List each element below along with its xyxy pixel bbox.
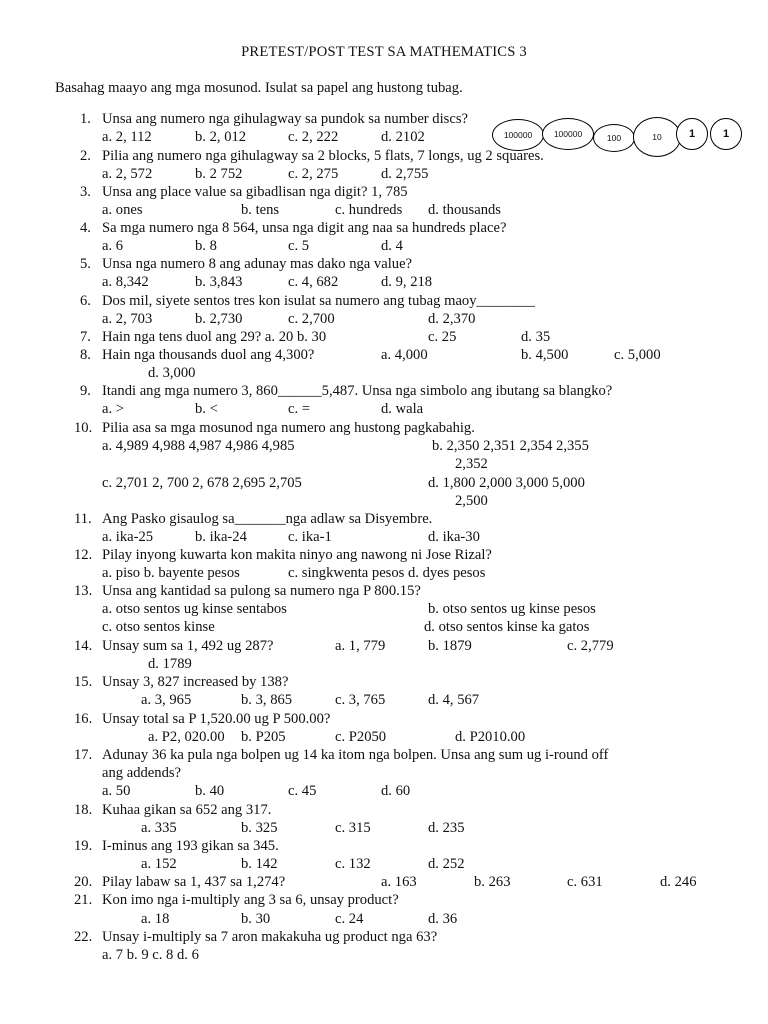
text-line: Ang Pasko gisaulog sa_______nga adlaw sa Disyembre. bbox=[102, 511, 433, 527]
text-line: d. ika-30 bbox=[428, 529, 480, 545]
text-line: d. 252 bbox=[428, 856, 465, 872]
text-line: a. 3, 965 bbox=[141, 692, 192, 708]
text-line: d. 246 bbox=[660, 874, 697, 890]
disc-100000-a: 100000 bbox=[492, 119, 544, 151]
text-line: a. 4,989 4,988 4,987 4,986 4,985 bbox=[102, 438, 295, 454]
text-line: a. ika-25 bbox=[102, 529, 154, 545]
text-line: Hain nga tens duol ang 29? a. 20 b. 30 bbox=[102, 329, 327, 345]
text-line: d. 4 bbox=[381, 238, 403, 254]
text-line: b. P205 bbox=[241, 729, 286, 745]
text-line: ang addends? bbox=[102, 765, 182, 781]
text-line: c. singkwenta pesos d. dyes pesos bbox=[288, 565, 486, 581]
text-line: Hain nga thousands duol ang 4,300? bbox=[102, 347, 315, 363]
text-line: b. tens bbox=[241, 202, 280, 218]
text-line: b. 30 bbox=[241, 911, 271, 927]
text-line: d. 4, 567 bbox=[428, 692, 480, 708]
text-line: 9. bbox=[80, 383, 91, 399]
text-line: Unsa ang numero nga gihulagway sa pundok sa number discs? bbox=[102, 111, 468, 127]
text-line: a. piso b. bayente pesos bbox=[102, 565, 240, 581]
text-line: b. otso sentos ug kinse pesos bbox=[428, 601, 596, 617]
text-line: b. < bbox=[195, 401, 218, 417]
text-line: 1. bbox=[80, 111, 91, 127]
text-line: b. 4,500 bbox=[521, 347, 569, 363]
text-line: d. 235 bbox=[428, 820, 465, 836]
text-line: c. 4, 682 bbox=[288, 274, 339, 290]
text-line: d. 1,800 2,000 3,000 5,000 bbox=[428, 475, 585, 491]
text-line: a. 50 bbox=[102, 783, 131, 799]
text-line: 10. bbox=[74, 420, 93, 436]
text-line: d. 2,370 bbox=[428, 311, 476, 327]
text-line: a. 6 bbox=[102, 238, 124, 254]
text-line: d. 35 bbox=[521, 329, 551, 345]
text-line: c. 45 bbox=[288, 783, 317, 799]
text-line: c. 2,779 bbox=[567, 638, 614, 654]
text-line: Pilay inyong kuwarta kon makita ninyo ang nawong ni Jose Rizal? bbox=[102, 547, 492, 563]
text-line: d. otso sentos kinse ka gatos bbox=[424, 619, 590, 635]
text-line: b. 2 752 bbox=[195, 166, 243, 182]
text-line: a. 163 bbox=[381, 874, 417, 890]
text-line: Kon imo nga i-multiply ang 3 sa 6, unsay product? bbox=[102, 892, 399, 908]
text-line: 19. bbox=[74, 838, 93, 854]
text-line: d. thousands bbox=[428, 202, 501, 218]
text-line: 11. bbox=[74, 511, 92, 527]
text-line: c. 25 bbox=[428, 329, 457, 345]
text-line: 5. bbox=[80, 256, 91, 272]
text-line: d. 3,000 bbox=[148, 365, 196, 381]
text-line: a. 335 bbox=[141, 820, 177, 836]
text-line: Unsay i-multiply sa 7 aron makakuha ug product nga 63? bbox=[102, 929, 438, 945]
text-line: a. 18 bbox=[141, 911, 170, 927]
text-line: c. 132 bbox=[335, 856, 371, 872]
disc-1-a: 1 bbox=[676, 118, 708, 150]
text-line: b. 2,730 bbox=[195, 311, 243, 327]
text-line: Unsa ang place value sa gibadlisan nga digit? 1, 785 bbox=[102, 184, 408, 200]
page-title: PRETEST/POST TEST SA MATHEMATICS 3 bbox=[241, 44, 527, 60]
text-line: a. 4,000 bbox=[381, 347, 428, 363]
text-line: b. 2, 012 bbox=[195, 129, 247, 145]
text-line: Kuhaa gikan sa 652 ang 317. bbox=[102, 802, 272, 818]
text-line: b. ika-24 bbox=[195, 529, 247, 545]
text-line: 15. bbox=[74, 674, 93, 690]
text-line: d. 2102 bbox=[381, 129, 425, 145]
text-line: c. 3, 765 bbox=[335, 692, 386, 708]
text-line: c. 24 bbox=[335, 911, 364, 927]
text-line: b. 2,350 2,351 2,354 2,355 bbox=[432, 438, 589, 454]
text-line: b. 8 bbox=[195, 238, 217, 254]
text-line: c. 5,000 bbox=[614, 347, 661, 363]
text-line: c. 2, 222 bbox=[288, 129, 339, 145]
text-line: a. 2, 112 bbox=[102, 129, 152, 145]
text-line: d. 1789 bbox=[148, 656, 192, 672]
text-line: 2,500 bbox=[455, 493, 488, 509]
text-line: 13. bbox=[74, 583, 93, 599]
text-line: Unsa nga numero 8 ang adunay mas dako nga value? bbox=[102, 256, 413, 272]
text-line: 17. bbox=[74, 747, 93, 763]
text-line: c. 2,700 bbox=[288, 311, 335, 327]
text-line: b. 325 bbox=[241, 820, 278, 836]
disc-100: 100 bbox=[593, 124, 635, 152]
text-line: Dos mil, siyete sentos tres kon isulat sa numero ang tubag maoy________ bbox=[102, 293, 535, 309]
text-line: b. 3,843 bbox=[195, 274, 243, 290]
text-line: b. 3, 865 bbox=[241, 692, 293, 708]
instructions: Basahag maayo ang mga mosunod. Isulat sa papel ang hustong tubag. bbox=[55, 80, 463, 96]
text-line: Pilay labaw sa 1, 437 sa 1,274? bbox=[102, 874, 286, 890]
text-line: d. 60 bbox=[381, 783, 411, 799]
text-line: c. P2050 bbox=[335, 729, 387, 745]
text-line: c. = bbox=[288, 401, 311, 417]
text-line: c. hundreds bbox=[335, 202, 403, 218]
text-line: Unsay total sa P 1,520.00 ug P 500.00? bbox=[102, 711, 331, 727]
text-line: 7. bbox=[80, 329, 91, 345]
text-line: 22. bbox=[74, 929, 93, 945]
text-line: a. 2, 572 bbox=[102, 166, 153, 182]
disc-10: 10 bbox=[633, 117, 681, 157]
text-line: a. otso sentos ug kinse sentabos bbox=[102, 601, 287, 617]
text-line: Itandi ang mga numero 3, 860______5,487. Unsa nga simbolo ang ibutang sa blangko? bbox=[102, 383, 613, 399]
text-line: c. 631 bbox=[567, 874, 603, 890]
text-line: c. otso sentos kinse bbox=[102, 619, 215, 635]
text-line: Sa mga numero nga 8 564, unsa nga digit ang naa sa hundreds place? bbox=[102, 220, 507, 236]
text-line: 16. bbox=[74, 711, 93, 727]
text-line: c. 2, 275 bbox=[288, 166, 339, 182]
text-line: d. wala bbox=[381, 401, 424, 417]
text-line: 18. bbox=[74, 802, 93, 818]
text-line: a. 8,342 bbox=[102, 274, 149, 290]
text-line: b. 1879 bbox=[428, 638, 472, 654]
text-line: a. 2, 703 bbox=[102, 311, 153, 327]
text-line: a. 1, 779 bbox=[335, 638, 386, 654]
text-line: a. > bbox=[102, 401, 125, 417]
text-line: d. 9, 218 bbox=[381, 274, 433, 290]
text-line: 6. bbox=[80, 293, 91, 309]
text-line: Unsay 3, 827 increased by 138? bbox=[102, 674, 289, 690]
text-line: c. ika-1 bbox=[288, 529, 332, 545]
text-line: d. 36 bbox=[428, 911, 458, 927]
text-line: a. 152 bbox=[141, 856, 177, 872]
text-line: Pilia ang numero nga gihulagway sa 2 blocks, 5 flats, 7 longs, ug 2 squares. bbox=[102, 148, 544, 164]
text-line: Adunay 36 ka pula nga bolpen ug 14 ka itom nga bolpen. Unsa ang sum ug i-round off bbox=[102, 747, 609, 763]
text-line: d. 2,755 bbox=[381, 166, 429, 182]
text-line: c. 5 bbox=[288, 238, 310, 254]
text-line: Unsa ang kantidad sa pulong sa numero nga P 800.15? bbox=[102, 583, 421, 599]
text-line: 12. bbox=[74, 547, 93, 563]
text-line: a. 7 b. 9 c. 8 d. 6 bbox=[102, 947, 199, 963]
text-line: Pilia asa sa mga mosunod nga numero ang hustong pagkabahig. bbox=[102, 420, 475, 436]
text-line: 3. bbox=[80, 184, 91, 200]
text-line: b. 142 bbox=[241, 856, 278, 872]
text-line: b. 40 bbox=[195, 783, 225, 799]
text-line: 20. bbox=[74, 874, 93, 890]
text-line: c. 315 bbox=[335, 820, 371, 836]
text-line: I-minus ang 193 gikan sa 345. bbox=[102, 838, 279, 854]
text-line: b. 263 bbox=[474, 874, 511, 890]
text-line: a. P2, 020.00 bbox=[148, 729, 225, 745]
text-line: 2,352 bbox=[455, 456, 488, 472]
text-line: c. 2,701 2, 700 2, 678 2,695 2,705 bbox=[102, 475, 302, 491]
text-line: Unsay sum sa 1, 492 ug 287? bbox=[102, 638, 274, 654]
text-line: 21. bbox=[74, 892, 93, 908]
text-line: 14. bbox=[74, 638, 93, 654]
text-line: a. ones bbox=[102, 202, 143, 218]
text-line: 8. bbox=[80, 347, 91, 363]
disc-1-b: 1 bbox=[710, 118, 742, 150]
text-line: 4. bbox=[80, 220, 91, 236]
text-line: d. P2010.00 bbox=[455, 729, 526, 745]
disc-100000-b: 100000 bbox=[542, 118, 594, 150]
text-line: 2. bbox=[80, 148, 91, 164]
